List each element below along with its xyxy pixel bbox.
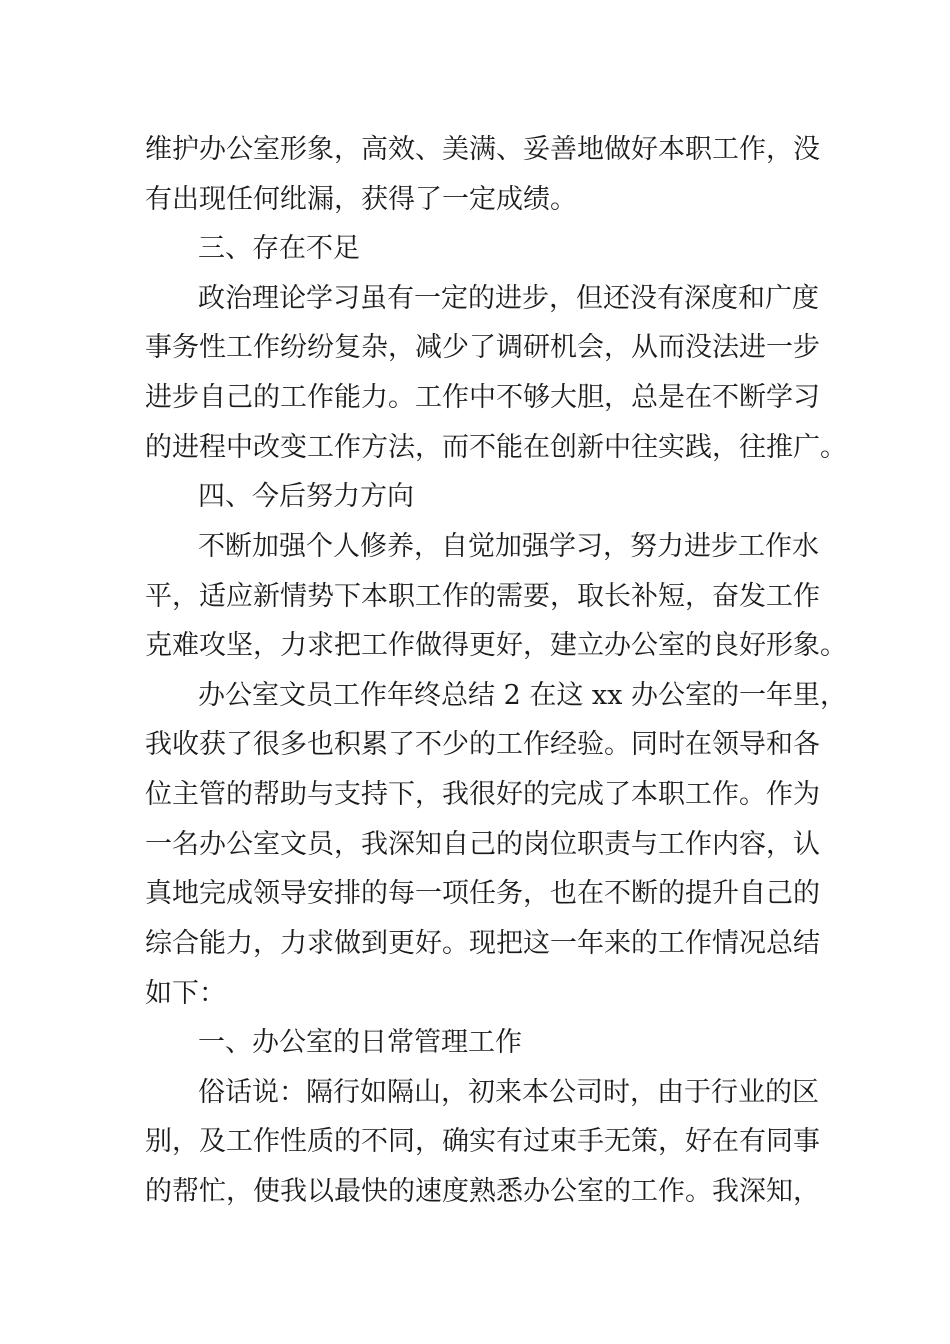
paragraph-line: 不断加强个人修养，自觉加强学习，努力进步工作水 xyxy=(198,531,819,562)
paragraph-line: 综合能力，力求做到更好。现把这一年来的工作情况总结 xyxy=(145,928,820,959)
paragraph-line: 政治理论学习虽有一定的进步，但还没有深度和广度 xyxy=(198,283,819,314)
section-heading: 一、办公室的日常管理工作 xyxy=(198,1027,522,1058)
paragraph-line: 我收获了很多也积累了不少的工作经验。同时在领导和各 xyxy=(145,729,820,760)
paragraph-line: 如下： xyxy=(145,978,226,1009)
paragraph-line: 的帮忙，使我以最快的速度熟悉办公室的工作。我深知， xyxy=(145,1176,820,1207)
paragraph-line: 别，及工作性质的不同，确实有过束手无策，好在有同事 xyxy=(145,1126,820,1157)
paragraph-line: 真地完成领导安排的每一项任务，也在不断的提升自己的 xyxy=(145,878,820,909)
paragraph-line: 平，适应新情势下本职工作的需要，取长补短，奋发工作 xyxy=(145,581,820,612)
paragraph-line: 俗话说：隔行如隔山，初来本公司时，由于行业的区 xyxy=(198,1077,819,1108)
paragraph-line: 克难攻坚，力求把工作做得更好，建立办公室的良好形象。 xyxy=(145,630,847,661)
paragraph-line: 的进程中改变工作方法，而不能在创新中往实践，往推广。 xyxy=(145,432,847,463)
paragraph-line: 有出现任何纰漏，获得了一定成绩。 xyxy=(145,184,577,215)
paragraph-line: 位主管的帮助与支持下，我很好的完成了本职工作。作为 xyxy=(145,779,820,810)
section-heading: 三、存在不足 xyxy=(198,233,360,264)
section-heading: 四、今后努力方向 xyxy=(198,481,414,512)
paragraph-line: 维护办公室形象，高效、美满、妥善地做好本职工作，没 xyxy=(145,134,820,165)
paragraph-line: 办公室文员工作年终总结 2 在这 xx 办公室的一年里， xyxy=(198,680,847,711)
paragraph-line: 进步自己的工作能力。工作中不够大胆，总是在不断学习 xyxy=(145,382,820,413)
paragraph-line: 事务性工作纷纷复杂，减少了调研机会，从而没法进一步 xyxy=(145,332,820,363)
paragraph-line: 一名办公室文员，我深知自己的岗位职责与工作内容，认 xyxy=(145,829,820,860)
